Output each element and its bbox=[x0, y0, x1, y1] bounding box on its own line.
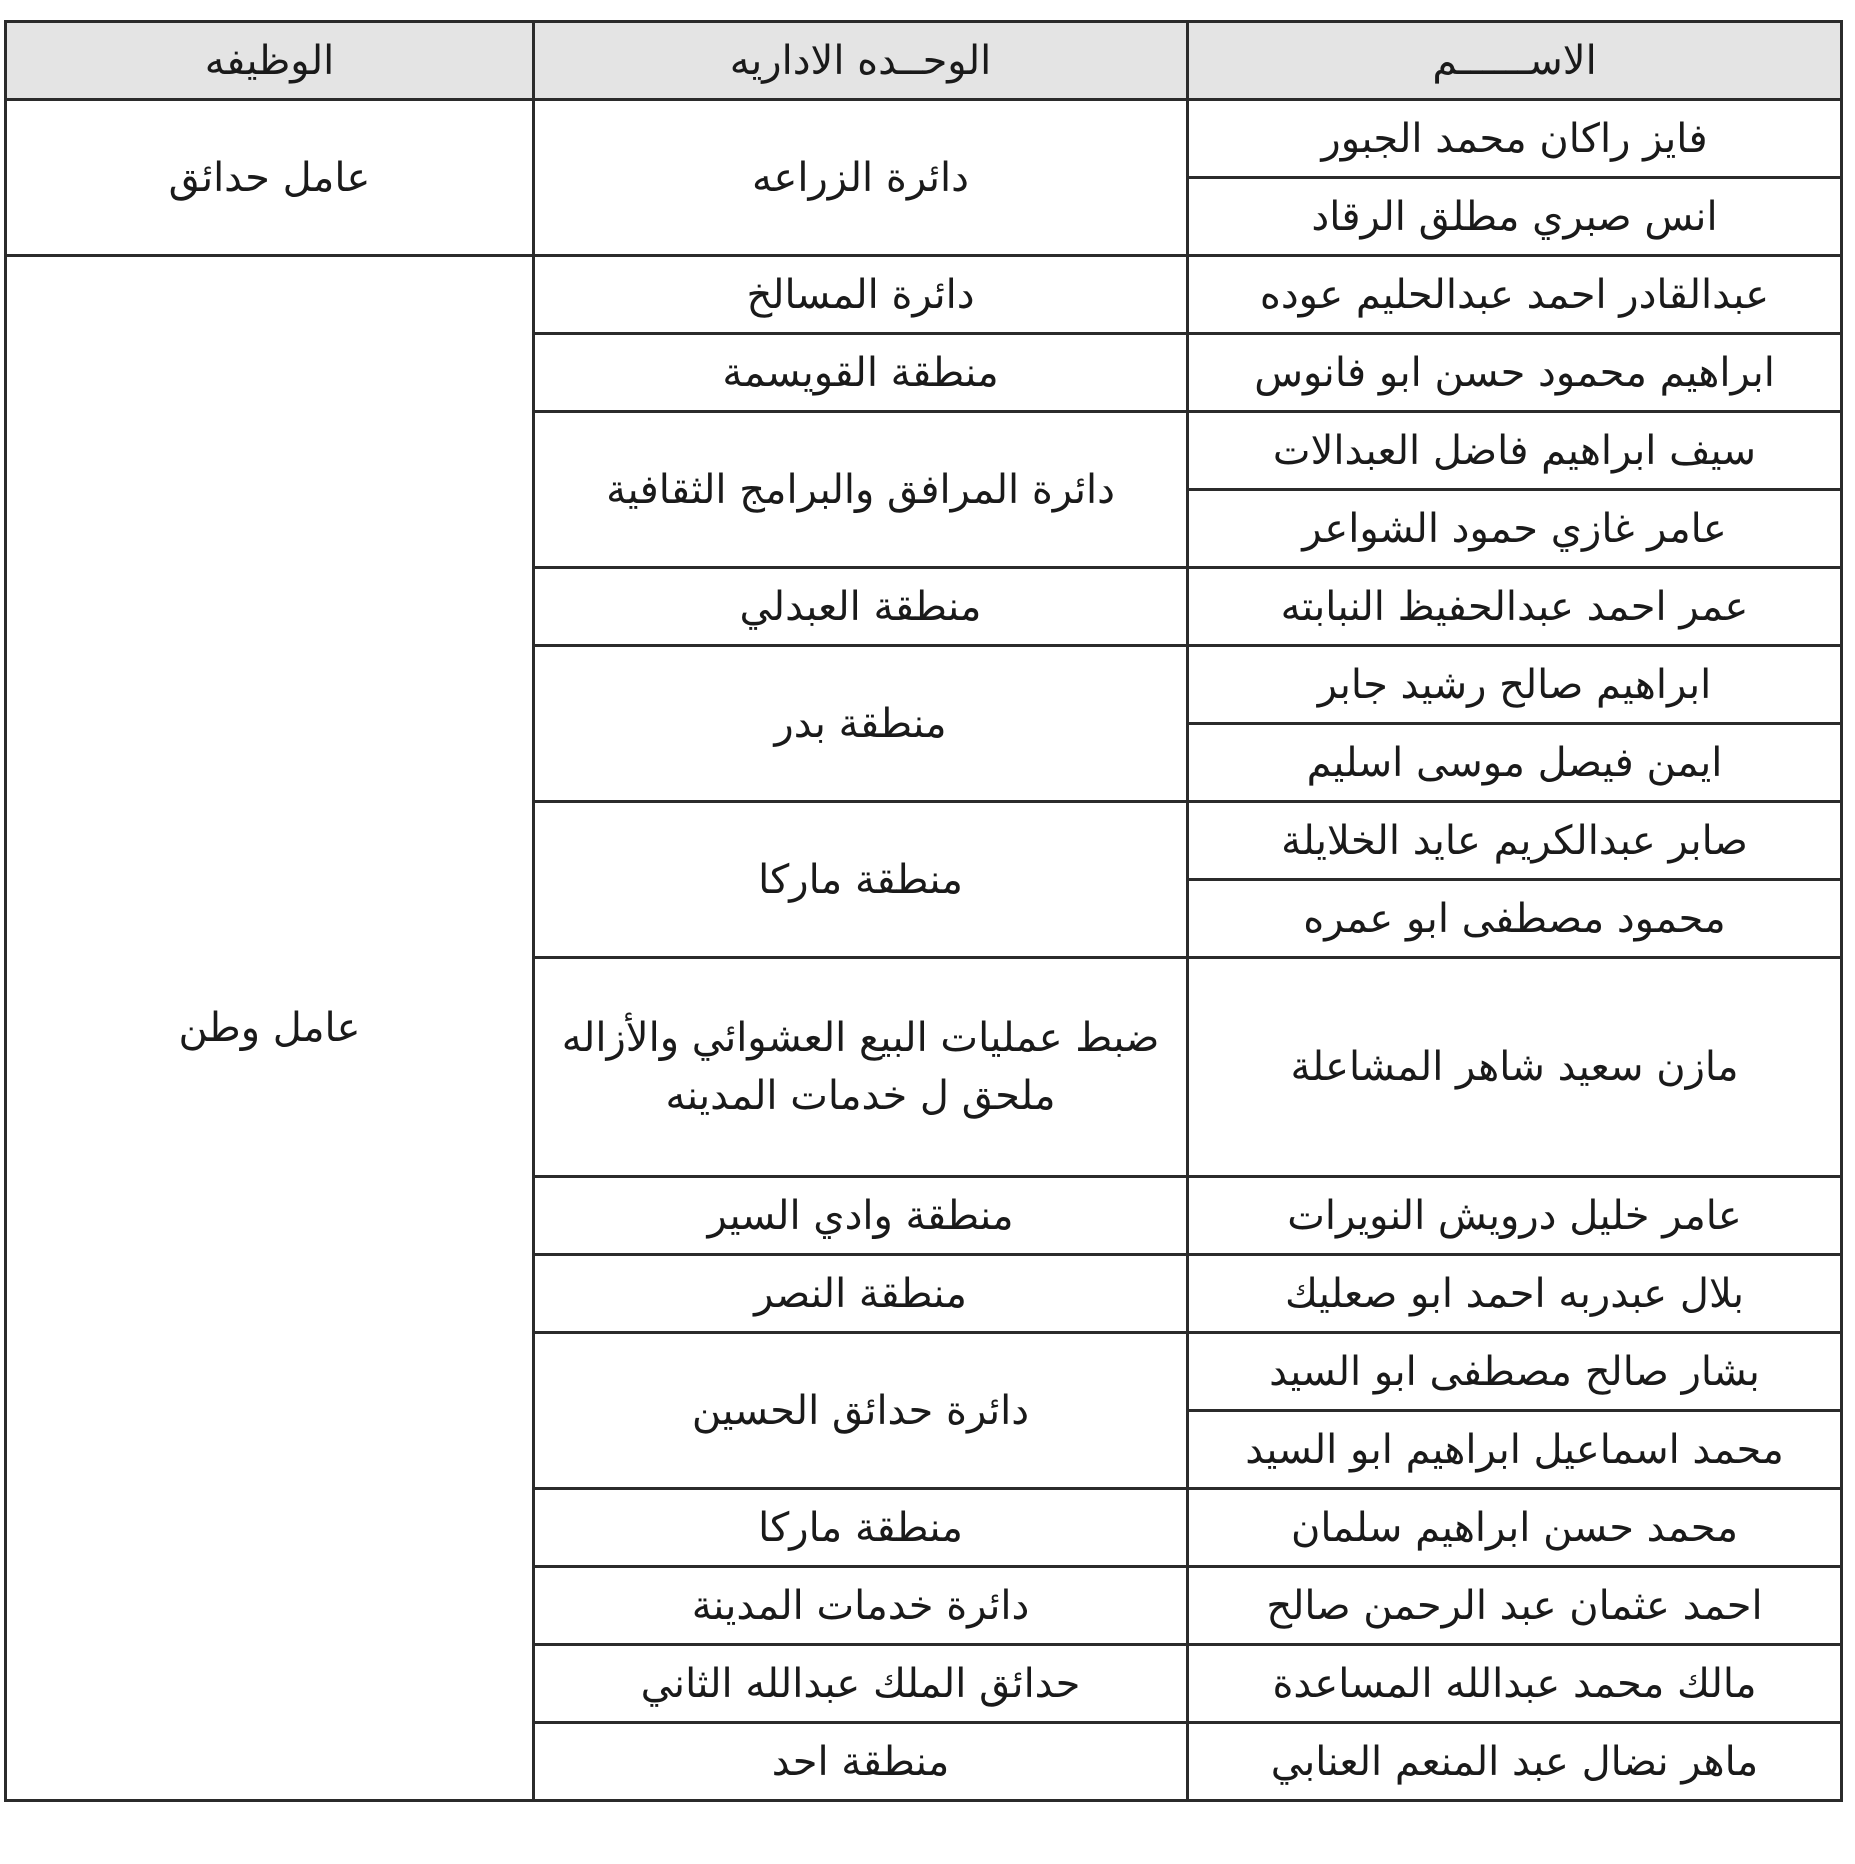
unit-cell: دائرة الزراعه bbox=[534, 100, 1188, 256]
unit-cell: منطقة وادي السير bbox=[534, 1177, 1188, 1255]
name-cell: مازن سعيد شاهر المشاعلة bbox=[1188, 958, 1842, 1177]
header-unit: الوحــده الاداريه bbox=[534, 22, 1188, 100]
unit-cell: منطقة بدر bbox=[534, 646, 1188, 802]
unit-cell: منطقة النصر bbox=[534, 1255, 1188, 1333]
name-cell: عامر خليل درويش النويرات bbox=[1188, 1177, 1842, 1255]
name-cell: عامر غازي حمود الشواعر bbox=[1188, 490, 1842, 568]
name-cell: مالك محمد عبدالله المساعدة bbox=[1188, 1645, 1842, 1723]
unit-cell: منطقة القويسمة bbox=[534, 334, 1188, 412]
name-cell: احمد عثمان عبد الرحمن صالح bbox=[1188, 1567, 1842, 1645]
name-cell: محمود مصطفى ابو عمره bbox=[1188, 880, 1842, 958]
name-cell: فايز راكان محمد الجبور bbox=[1188, 100, 1842, 178]
name-cell: عبدالقادر احمد عبدالحليم عوده bbox=[1188, 256, 1842, 334]
unit-cell: دائرة خدمات المدينة bbox=[534, 1567, 1188, 1645]
header-name: الاســــــم bbox=[1188, 22, 1842, 100]
name-cell: عمر احمد عبدالحفيظ النبابته bbox=[1188, 568, 1842, 646]
table-row bbox=[6, 256, 1842, 334]
unit-cell: دائرة حدائق الحسين bbox=[534, 1333, 1188, 1489]
name-cell: صابر عبدالكريم عايد الخلايلة bbox=[1188, 802, 1842, 880]
name-cell: محمد حسن ابراهيم سلمان bbox=[1188, 1489, 1842, 1567]
name-cell: محمد اسماعيل ابراهيم ابو السيد bbox=[1188, 1411, 1842, 1489]
name-cell: ابراهيم محمود حسن ابو فانوس bbox=[1188, 334, 1842, 412]
name-cell: ماهر نضال عبد المنعم العنابي bbox=[1188, 1723, 1842, 1801]
unit-cell: منطقة احد bbox=[534, 1723, 1188, 1801]
table-body bbox=[6, 100, 1842, 1801]
unit-cell: منطقة ماركا bbox=[534, 802, 1188, 958]
name-cell: سيف ابراهيم فاضل العبدالات bbox=[1188, 412, 1842, 490]
unit-cell: دائرة المرافق والبرامج الثقافية bbox=[534, 412, 1188, 568]
header-job: الوظيفه bbox=[6, 22, 534, 100]
name-cell: ايمن فيصل موسى اسليم bbox=[1188, 724, 1842, 802]
unit-cell: منطقة العبدلي bbox=[534, 568, 1188, 646]
job-cell: عامل وطن bbox=[6, 256, 534, 1801]
unit-cell: حدائق الملك عبدالله الثاني bbox=[534, 1645, 1188, 1723]
unit-cell: ضبط عمليات البيع العشوائي والأزاله ملحق ل خدمات المدينه bbox=[534, 958, 1188, 1177]
header-row bbox=[6, 22, 1842, 100]
name-cell: بلال عبدربه احمد ابو صعليك bbox=[1188, 1255, 1842, 1333]
table-row bbox=[6, 100, 1842, 178]
name-cell: بشار صالح مصطفى ابو السيد bbox=[1188, 1333, 1842, 1411]
name-cell: ابراهيم صالح رشيد جابر bbox=[1188, 646, 1842, 724]
job-cell: عامل حدائق bbox=[6, 100, 534, 256]
unit-cell: دائرة المسالخ bbox=[534, 256, 1188, 334]
unit-cell: منطقة ماركا bbox=[534, 1489, 1188, 1567]
name-cell: انس صبري مطلق الرقاد bbox=[1188, 178, 1842, 256]
employees-table bbox=[4, 20, 1843, 1802]
